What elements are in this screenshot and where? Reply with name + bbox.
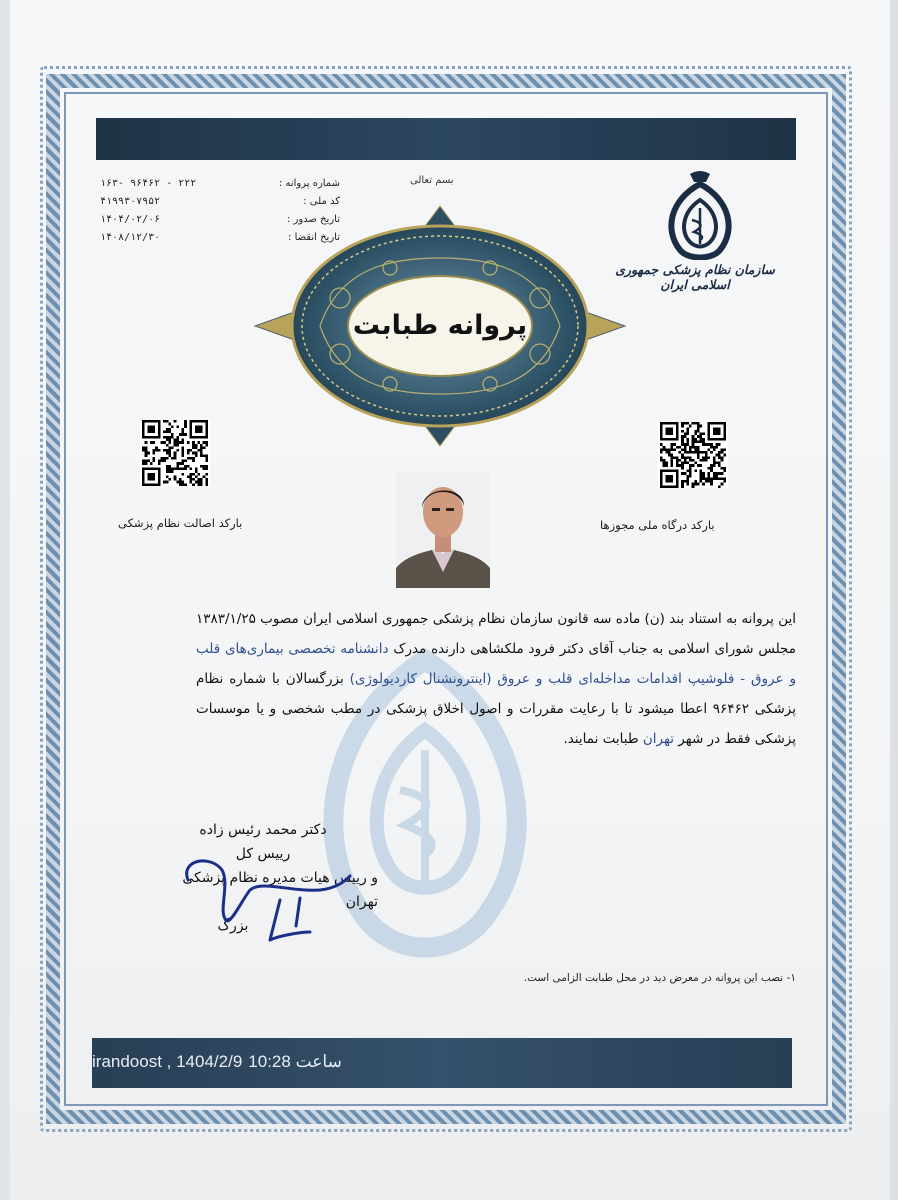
footnote: ۱- نصب این پروانه در معرض دید در محل طبابت الزامی است.: [523, 972, 796, 984]
header-bar: [96, 118, 796, 160]
body-city: تهران: [642, 731, 674, 747]
authenticity-qr-code[interactable]: [140, 420, 210, 486]
issue-date-label: تاریخ صدور :: [286, 214, 340, 225]
signer-title: رییس کل: [235, 846, 291, 862]
body-part-1: این پروانه به استناد بند (ن) ماده سه قانون سازمان نظام پزشکی جمهوری اسلامی ایران مصوب ۱۳۸۳/۱/۲۵ مجلس شورای اسلامی به جناب آقای دکتر فرود ملکشاهی دارنده مدرک: [196, 611, 796, 657]
organization-name: سازمان نظام پزشکی جمهوری اسلامی ایران: [615, 262, 775, 292]
print-time-label: ساعت: [295, 1052, 342, 1071]
signer-sig-text: بزرگ: [217, 918, 249, 934]
basmala: بسم تعالی: [410, 175, 454, 186]
print-time: 10:28: [248, 1052, 291, 1071]
print-stamp: [92, 1052, 342, 1072]
medical-council-logo-icon: [660, 170, 740, 260]
expiry-date-label: تاریخ انقضا :: [288, 232, 340, 243]
issue-date-value: ۱۴۰۴/۰۲/۰۶: [100, 214, 161, 225]
license-number-row: [100, 178, 340, 196]
body-specialty: دانشنامه تخصصی بیماری‌های قلب و عروق - فلوشیپ اقدامات مداخله‌ای قلب و عروق (اینترونشنال کاردیولوژی): [196, 641, 796, 687]
certificate-title: پروانه طبابت: [352, 310, 528, 341]
license-portal-qr-label: بارکد درگاه ملی مجوزها: [600, 518, 715, 532]
body-part-4: طبابت نمایند.: [563, 731, 639, 747]
signer-title-2: و رییس هیات مدیره نظام پزشکی تهران: [182, 870, 378, 910]
license-number-label: شماره پروانه :: [278, 178, 340, 189]
license-body-text: [196, 604, 796, 754]
expiry-date-value: ۱۴۰۸/۱۲/۳۰: [100, 232, 161, 243]
doctor-photo: [396, 472, 490, 588]
print-user: irandoost , 1404/2/9: [92, 1052, 243, 1071]
license-number-value: ۱۶۳- ۹۶۴۶۲ - ۲۲۲: [100, 178, 197, 189]
authenticity-qr-label: بارکد اصالت نظام پزشکی: [118, 516, 243, 530]
footer-bar: [92, 1038, 792, 1088]
license-portal-qr-code[interactable]: [658, 422, 728, 488]
national-code-label: کد ملی :: [303, 196, 340, 207]
body-part-3: بزرگسالان با شماره نظام پزشکی ۹۶۴۶۲ اعطا میشود تا با رعایت مقررات و اصول اخلاق پزشکی در مطب شخصی و یا موسسات پزشکی فقط در شهر: [196, 671, 796, 747]
signer-name: دکتر محمد رئیس زاده: [199, 822, 327, 838]
national-code-value: ۴۱۹۹۳۰۷۹۵۲: [100, 196, 161, 207]
handwritten-signature: [170, 840, 360, 950]
